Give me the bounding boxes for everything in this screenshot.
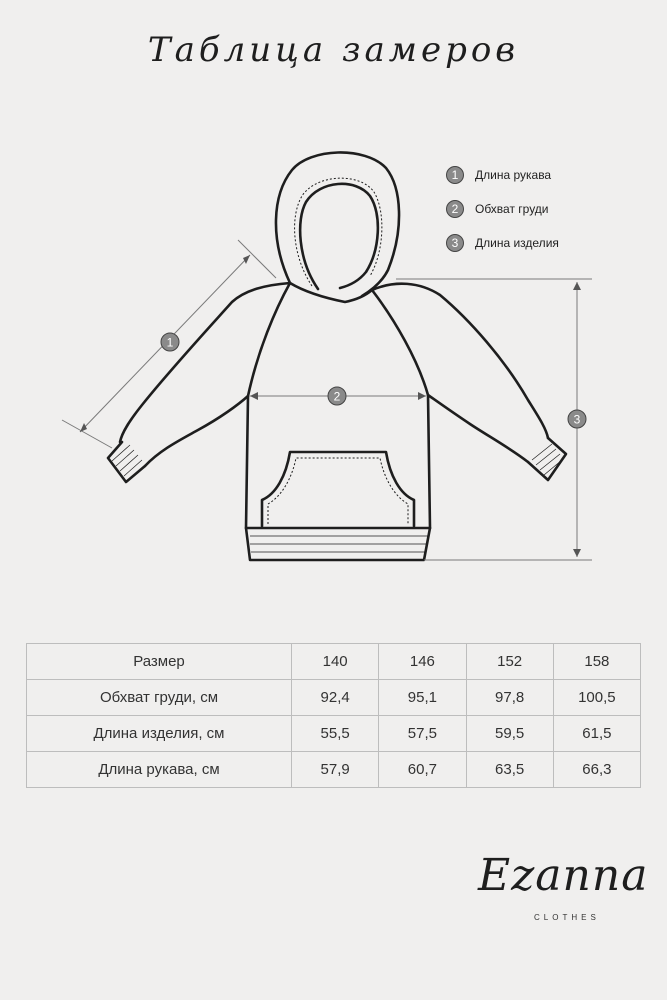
neckline (290, 283, 372, 302)
measurement-lines (62, 240, 592, 560)
table-cell: 60,7 (379, 752, 466, 788)
table-cell: 59,5 (466, 716, 553, 752)
table-cell: Обхват груди, см (27, 680, 292, 716)
arrow-head (573, 282, 581, 290)
ribbing (112, 444, 562, 552)
arrow-head (250, 392, 258, 400)
brand-logo (470, 850, 649, 930)
torso (246, 395, 430, 528)
marker-number: 3 (573, 412, 581, 427)
table-cell: Размер (27, 644, 292, 680)
table-cell: 97,8 (466, 680, 553, 716)
table-row (27, 680, 641, 716)
left-raglan-seam (248, 283, 290, 396)
hood-opening (300, 184, 378, 289)
stitching (268, 178, 408, 524)
logo-subtitle: CLOTHES (534, 913, 600, 922)
legend-badge: 2 (446, 200, 464, 218)
rib-line (112, 445, 130, 461)
table-row (27, 716, 641, 752)
left-sleeve-bottom (145, 396, 248, 466)
marker-length (568, 410, 586, 428)
rib-line (532, 444, 552, 460)
arrow-head (80, 423, 87, 432)
table-cell: Длина рукава, см (27, 752, 292, 788)
table-cell: 92,4 (292, 680, 379, 716)
table-cell: 95,1 (379, 680, 466, 716)
table-cell: 57,9 (292, 752, 379, 788)
rib-line (536, 449, 556, 465)
left-sleeve-top (120, 283, 290, 442)
marker-sleeve (161, 333, 179, 351)
legend-badge: 3 (446, 234, 464, 252)
right-raglan-seam (372, 290, 428, 395)
arrow-head (418, 392, 426, 400)
marker-number: 1 (166, 335, 174, 350)
marker-number: 2 (333, 389, 341, 404)
legend-label: Длина изделия (475, 236, 559, 250)
table-cell: 152 (466, 644, 553, 680)
rib-line (120, 455, 138, 471)
legend-label: Обхват груди (475, 202, 549, 216)
table-cell: Длина изделия, см (27, 716, 292, 752)
legend-label: Длина рукава (475, 168, 552, 182)
table-cell: 63,5 (466, 752, 553, 788)
arrow-head (243, 255, 250, 264)
rib-line (116, 450, 134, 466)
table-header-row (27, 644, 641, 680)
table-cell: 146 (379, 644, 466, 680)
table-cell: 100,5 (553, 680, 640, 716)
rib-line (124, 460, 142, 476)
table-cell: 57,5 (379, 716, 466, 752)
kangaroo-pocket (262, 452, 414, 526)
size-table (26, 643, 641, 788)
table-cell: 55,5 (292, 716, 379, 752)
arrow-head (573, 549, 581, 557)
legend-badge: 1 (446, 166, 464, 184)
logo-script: Ezanna (478, 850, 649, 901)
table-cell: 158 (553, 644, 640, 680)
table-row (27, 752, 641, 788)
page-title: Таблица замеров (147, 30, 520, 70)
table-cell: 140 (292, 644, 379, 680)
arrowheads (80, 255, 581, 557)
table-cell: 66,3 (553, 752, 640, 788)
pocket-stitch (268, 458, 408, 524)
hoodie-outline (108, 152, 566, 560)
right-sleeve-top (372, 284, 548, 438)
marker-chest (328, 387, 346, 405)
table-cell: 61,5 (553, 716, 640, 752)
right-sleeve-bottom (428, 395, 528, 462)
